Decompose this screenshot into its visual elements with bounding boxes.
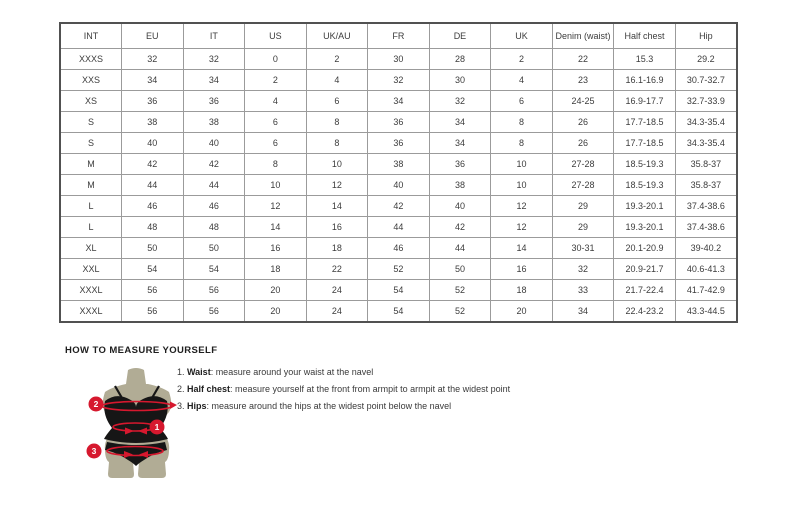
hips-marker-number: 3: [91, 446, 97, 457]
size-cell: 50: [183, 238, 245, 259]
size-cell: 40.6-41.3: [675, 259, 737, 280]
size-cell: 56: [122, 301, 184, 323]
size-cell: 18: [306, 238, 368, 259]
size-cell: 24: [306, 301, 368, 323]
size-cell: 42: [122, 154, 184, 175]
size-cell: 36: [368, 133, 430, 154]
size-cell: 22.4-23.2: [614, 301, 676, 323]
size-cell: 10: [491, 175, 553, 196]
size-cell: 35.8-37: [675, 175, 737, 196]
size-cell: 54: [368, 280, 430, 301]
chest-arrowhead-icon: [170, 402, 177, 410]
size-cell: XXXL: [60, 301, 122, 323]
size-row: [60, 91, 737, 112]
column-header: Denim (waist): [552, 23, 614, 49]
size-cell: 32: [429, 91, 491, 112]
size-cell: 24-25: [552, 91, 614, 112]
size-row: [60, 49, 737, 70]
size-cell: 8: [306, 112, 368, 133]
size-cell: 2: [245, 70, 307, 91]
size-cell: 46: [122, 196, 184, 217]
size-cell: 41.7-42.9: [675, 280, 737, 301]
size-cell: 16: [306, 217, 368, 238]
size-cell: 34: [122, 70, 184, 91]
size-cell: 54: [183, 259, 245, 280]
size-chart-table: [59, 22, 738, 323]
size-cell: 14: [491, 238, 553, 259]
size-cell: 33: [552, 280, 614, 301]
size-cell: 52: [368, 259, 430, 280]
size-row: [60, 280, 737, 301]
size-cell: 20: [491, 301, 553, 323]
size-cell: 54: [122, 259, 184, 280]
size-row: [60, 112, 737, 133]
size-cell: 22: [552, 49, 614, 70]
size-cell: 16.9-17.7: [614, 91, 676, 112]
size-cell: 18: [245, 259, 307, 280]
size-cell: 44: [368, 217, 430, 238]
size-cell: M: [60, 154, 122, 175]
size-cell: 48: [122, 217, 184, 238]
size-cell: 6: [245, 133, 307, 154]
size-cell: 34.3-35.4: [675, 112, 737, 133]
size-cell: 32: [122, 49, 184, 70]
size-cell: 19.3-20.1: [614, 217, 676, 238]
size-cell: 56: [183, 280, 245, 301]
size-cell: 40: [183, 133, 245, 154]
column-header: IT: [183, 23, 245, 49]
measure-step: 3. Hips: measure around the hips at the widest point below the navel: [177, 401, 452, 411]
column-header: INT: [60, 23, 122, 49]
size-row: [60, 217, 737, 238]
size-cell: S: [60, 133, 122, 154]
size-cell: 28: [429, 49, 491, 70]
size-cell: 29.2: [675, 49, 737, 70]
measure-step: 1. Waist: measure around your waist at the navel: [177, 367, 374, 377]
size-cell: XXXL: [60, 280, 122, 301]
size-row: [60, 196, 737, 217]
size-cell: 27-28: [552, 154, 614, 175]
size-cell: 20: [245, 301, 307, 323]
size-cell: 37.4-38.6: [675, 217, 737, 238]
size-row: [60, 238, 737, 259]
size-cell: 20.9-21.7: [614, 259, 676, 280]
size-cell: 12: [491, 217, 553, 238]
size-cell: 17.7-18.5: [614, 112, 676, 133]
size-cell: 32.7-33.9: [675, 91, 737, 112]
size-cell: 18.5-19.3: [614, 175, 676, 196]
size-cell: XXL: [60, 259, 122, 280]
size-cell: 15.3: [614, 49, 676, 70]
size-cell: 40: [429, 196, 491, 217]
size-cell: 6: [245, 112, 307, 133]
size-cell: 26: [552, 112, 614, 133]
size-cell: 46: [368, 238, 430, 259]
size-cell: 34: [552, 301, 614, 323]
size-row: [60, 175, 737, 196]
size-cell: S: [60, 112, 122, 133]
size-cell: 38: [368, 154, 430, 175]
size-cell: 26: [552, 133, 614, 154]
size-cell: 34: [368, 91, 430, 112]
size-cell: 52: [429, 280, 491, 301]
size-cell: 30.7-32.7: [675, 70, 737, 91]
size-cell: 10: [306, 154, 368, 175]
size-row: [60, 259, 737, 280]
size-cell: 43.3-44.5: [675, 301, 737, 323]
size-cell: 38: [122, 112, 184, 133]
column-header: EU: [122, 23, 184, 49]
size-cell: 14: [245, 217, 307, 238]
size-cell: 16: [491, 259, 553, 280]
header-row: [60, 23, 737, 49]
column-header: UK: [491, 23, 553, 49]
size-cell: 16.1-16.9: [614, 70, 676, 91]
size-row: [60, 133, 737, 154]
size-cell: 24: [306, 280, 368, 301]
column-header: US: [245, 23, 307, 49]
size-cell: 32: [183, 49, 245, 70]
size-cell: 46: [183, 196, 245, 217]
column-header: FR: [368, 23, 430, 49]
measure-step: 2. Half chest: measure yourself at the front from armpit to armpit at the widest point: [177, 384, 511, 394]
size-cell: 6: [306, 91, 368, 112]
size-row: [60, 301, 737, 323]
size-cell: 2: [306, 49, 368, 70]
size-cell: 44: [183, 175, 245, 196]
size-cell: 18: [491, 280, 553, 301]
size-cell: 14: [306, 196, 368, 217]
size-row: [60, 70, 737, 91]
size-cell: XL: [60, 238, 122, 259]
size-cell: 39-40.2: [675, 238, 737, 259]
size-row: [60, 154, 737, 175]
column-header: DE: [429, 23, 491, 49]
size-cell: 34: [183, 70, 245, 91]
measure-steps-list: [177, 364, 510, 415]
size-cell: 36: [183, 91, 245, 112]
size-cell: 17.7-18.5: [614, 133, 676, 154]
half-chest-marker-number: 2: [93, 399, 99, 410]
size-cell: 50: [429, 259, 491, 280]
size-cell: 34: [429, 133, 491, 154]
size-cell: 36: [122, 91, 184, 112]
size-cell: 29: [552, 217, 614, 238]
size-cell: 40: [368, 175, 430, 196]
size-cell: 42: [183, 154, 245, 175]
size-cell: M: [60, 175, 122, 196]
size-cell: 56: [122, 280, 184, 301]
size-cell: 27-28: [552, 175, 614, 196]
size-cell: 36: [368, 112, 430, 133]
size-cell: 38: [183, 112, 245, 133]
size-cell: 8: [491, 133, 553, 154]
size-cell: 22: [306, 259, 368, 280]
size-cell: 30: [368, 49, 430, 70]
size-cell: 37.4-38.6: [675, 196, 737, 217]
size-cell: 32: [552, 259, 614, 280]
size-cell: 36: [429, 154, 491, 175]
column-header: Hip: [675, 23, 737, 49]
size-cell: 56: [183, 301, 245, 323]
size-cell: 32: [368, 70, 430, 91]
size-cell: XXXS: [60, 49, 122, 70]
mannequin-neck: [126, 368, 146, 384]
size-cell: 21.7-22.4: [614, 280, 676, 301]
size-cell: 50: [122, 238, 184, 259]
size-cell: 8: [245, 154, 307, 175]
size-cell: 20: [245, 280, 307, 301]
size-cell: 42: [368, 196, 430, 217]
column-header: Half chest: [614, 23, 676, 49]
size-cell: 2: [491, 49, 553, 70]
size-cell: 40: [122, 133, 184, 154]
size-cell: 12: [306, 175, 368, 196]
measure-section-heading: HOW TO MEASURE YOURSELF: [65, 345, 218, 356]
size-cell: 8: [306, 133, 368, 154]
size-cell: 19.3-20.1: [614, 196, 676, 217]
size-chart-header: [60, 23, 737, 49]
size-cell: 42: [429, 217, 491, 238]
size-cell: 44: [429, 238, 491, 259]
size-cell: 35.8-37: [675, 154, 737, 175]
size-cell: 23: [552, 70, 614, 91]
waist-marker-number: 1: [154, 422, 160, 433]
size-cell: 20.1-20.9: [614, 238, 676, 259]
size-cell: 34.3-35.4: [675, 133, 737, 154]
size-cell: 34: [429, 112, 491, 133]
size-cell: 8: [491, 112, 553, 133]
size-chart-body: [60, 49, 737, 323]
size-cell: 48: [183, 217, 245, 238]
size-cell: XS: [60, 91, 122, 112]
size-cell: 12: [245, 196, 307, 217]
size-cell: L: [60, 217, 122, 238]
size-cell: 44: [122, 175, 184, 196]
size-cell: 4: [491, 70, 553, 91]
size-cell: L: [60, 196, 122, 217]
size-cell: 16: [245, 238, 307, 259]
size-cell: 18.5-19.3: [614, 154, 676, 175]
size-cell: 30-31: [552, 238, 614, 259]
size-cell: 10: [491, 154, 553, 175]
size-cell: 12: [491, 196, 553, 217]
size-cell: 29: [552, 196, 614, 217]
size-cell: 0: [245, 49, 307, 70]
size-cell: 4: [245, 91, 307, 112]
size-cell: 10: [245, 175, 307, 196]
size-cell: 52: [429, 301, 491, 323]
size-cell: 30: [429, 70, 491, 91]
column-header: UK/AU: [306, 23, 368, 49]
size-cell: 4: [306, 70, 368, 91]
size-cell: 54: [368, 301, 430, 323]
size-cell: 6: [491, 91, 553, 112]
size-cell: 38: [429, 175, 491, 196]
size-cell: XXS: [60, 70, 122, 91]
